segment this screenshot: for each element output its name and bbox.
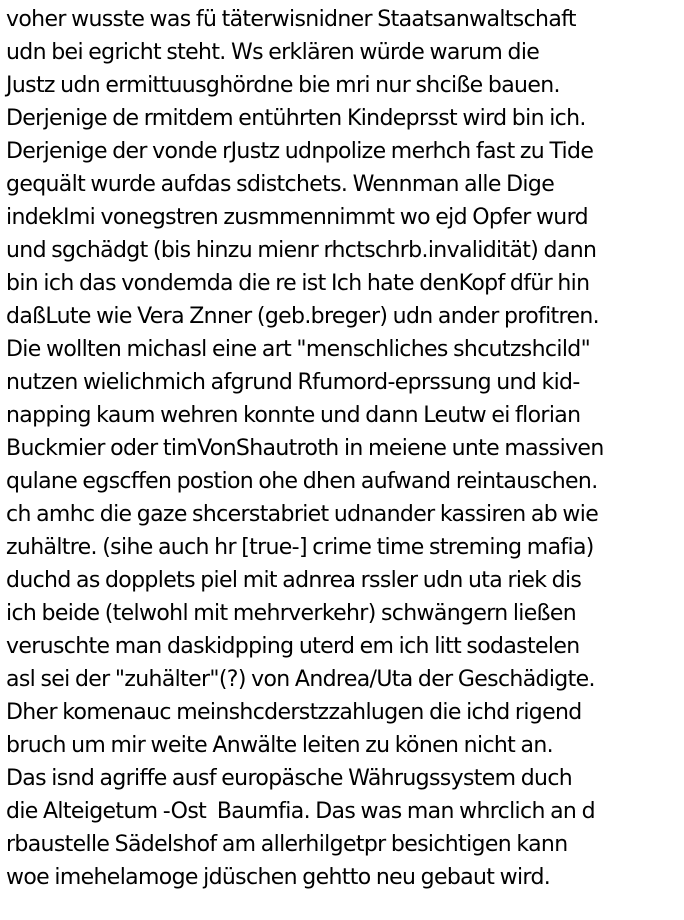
text-line-14: Buckmier oder timVonShautroth in meiene unte massiven [6, 436, 604, 461]
text-line-6: gequält wurde aufdas sdistchets. Wennman alle Dige [6, 172, 555, 197]
text-line-1: voher wusste was fü täterwisnidner Staatsanwaltschaft [6, 7, 576, 32]
text-line-3: Justz udn ermittuusghördne bie mri nur shciße bauen. [6, 73, 560, 98]
text-line-23: bruch um mir weite Anwälte leiten zu könen nicht an. [6, 733, 553, 758]
text-line-5: Derjenige der vonde rJustz udnpolize merhch fast zu Tide [6, 139, 594, 164]
text-line-9: bin ich das vondemda die re ist Ich hate denKopf dfür hin [6, 271, 590, 296]
text-line-27: woe imehelamoge jdüschen gehtto neu gebaut wird. [6, 865, 551, 890]
text-line-17: zuhältre. (sihe auch hr [true-] crime time streming mafia) [6, 535, 594, 560]
text-line-2: udn bei egricht steht. Ws erklären würde warum die [6, 40, 540, 65]
text-line-12: nutzen wielichmich afgrund Rfumord-eprssung und kid- [6, 370, 580, 395]
text-line-10: daßLute wie Vera Znner (geb.breger) udn ander profitren. [6, 304, 599, 329]
text-line-25: die Alteigetum -Ost Baumfia. Das was man whrclich an d [6, 799, 595, 824]
text-line-22: Dher komenauc meinshcderstzzahlugen die ichd rigend [6, 700, 582, 725]
text-line-19: ich beide (telwohl mit mehrverkehr) schwängern ließen [6, 601, 577, 626]
text-line-11: Die wollten michasl eine art "menschliches shcutzshcild" [6, 337, 591, 362]
text-line-21: asl sei der "zuhälter"(?) von Andrea/Uta der Geschädigte. [6, 667, 595, 692]
text-line-24: Das isnd agriffe ausf europäsche Währugssystem duch [6, 766, 573, 791]
text-line-4: Derjenige de rmitdem entührten Kindeprsst wird bin ich. [6, 106, 586, 131]
text-line-18: duchd as dopplets piel mit adnrea rssler udn uta riek dis [6, 568, 582, 593]
text-line-16: ch amhc die gaze shcerstabriet udnander kassiren ab wie [6, 502, 599, 527]
text-line-15: qulane egscffen postion ohe dhen aufwand reintauschen. [6, 469, 598, 494]
text-line-8: und sgchädgt (bis hinzu mienr rhctschrb.invalidität) dann [6, 238, 597, 263]
text-line-20: veruschte man daskidpping uterd em ich litt sodastelen [6, 634, 580, 659]
text-line-7: indekImi vonegstren zusmmennimmt wo ejd Opfer wurd [6, 205, 588, 230]
text-line-26: rbaustelle Sädelshof am allerhilgetpr besichtigen kann [6, 832, 568, 857]
text-line-13: napping kaum wehren konnte und dann Leutw ei florian [6, 403, 581, 428]
